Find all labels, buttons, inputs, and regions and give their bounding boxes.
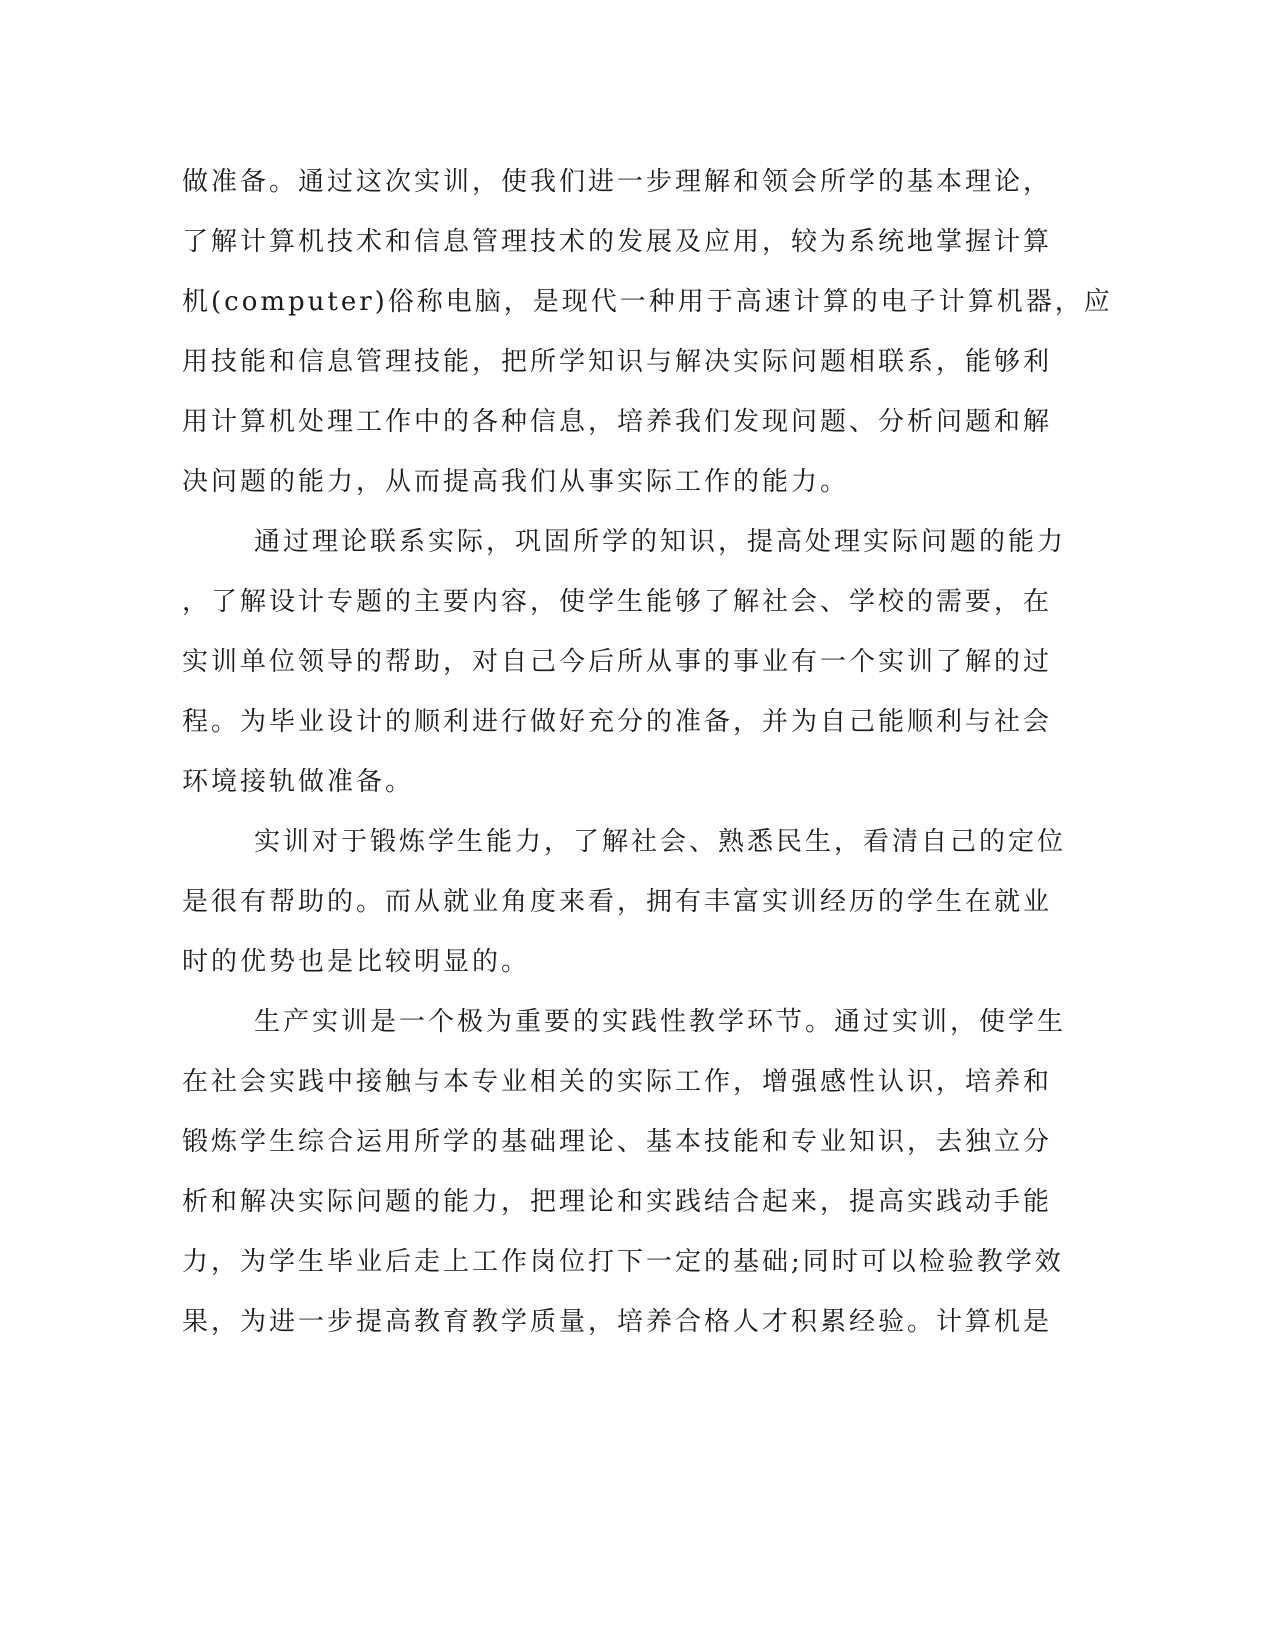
text-line: 析和解决实际问题的能力，把理论和实践结合起来，提高实践动手能 [182, 1187, 1053, 1217]
text-line: ，了解设计专题的主要内容，使学生能够了解社会、学校的需要，在 [182, 587, 1053, 617]
text-line: 程。为毕业设计的顺利进行做好充分的准备，并为自己能顺利与社会 [182, 707, 1053, 737]
text-line: 做准备。通过这次实训，使我们进一步理解和领会所学的基本理论， [182, 167, 1053, 197]
paragraph-start-line: 生产实训是一个极为重要的实践性教学环节。通过实训，使学生 [254, 1007, 1067, 1037]
text-line: 实训单位领导的帮助，对自己今后所从事的事业有一个实训了解的过 [182, 647, 1053, 677]
text-line: 机(computer)俗称电脑，是现代一种用于高速计算的电子计算机器，应 [182, 287, 1113, 317]
text-line: 果，为进一步提高教育教学质量，培养合格人才积累经验。计算机是 [182, 1307, 1053, 1337]
text-line: 力，为学生毕业后走上工作岗位打下一定的基础;同时可以检验教学效 [182, 1247, 1064, 1277]
paragraph-start-line: 实训对于锻炼学生能力，了解社会、熟悉民生，看清自己的定位 [254, 827, 1067, 857]
text-line: 了解计算机技术和信息管理技术的发展及应用，较为系统地掌握计算 [182, 227, 1053, 257]
text-line: 用计算机处理工作中的各种信息，培养我们发现问题、分析问题和解 [182, 407, 1053, 437]
body-text [182, 152, 1113, 1352]
text-line: 环境接轨做准备。 [182, 767, 415, 797]
text-line: 决问题的能力，从而提高我们从事实际工作的能力。 [182, 467, 850, 497]
text-line: 锻炼学生综合运用所学的基础理论、基本技能和专业知识，去独立分 [182, 1127, 1053, 1157]
text-line: 用技能和信息管理技能，把所学知识与解决实际问题相联系，能够利 [182, 347, 1053, 377]
text-line: 在社会实践中接触与本专业相关的实际工作，增强感性认识，培养和 [182, 1067, 1053, 1097]
paragraph-start-line: 通过理论联系实际，巩固所学的知识，提高处理实际问题的能力 [254, 527, 1067, 557]
text-line: 是很有帮助的。而从就业角度来看，拥有丰富实训经历的学生在就业 [182, 887, 1053, 917]
text-line: 时的优势也是比较明显的。 [182, 947, 531, 977]
